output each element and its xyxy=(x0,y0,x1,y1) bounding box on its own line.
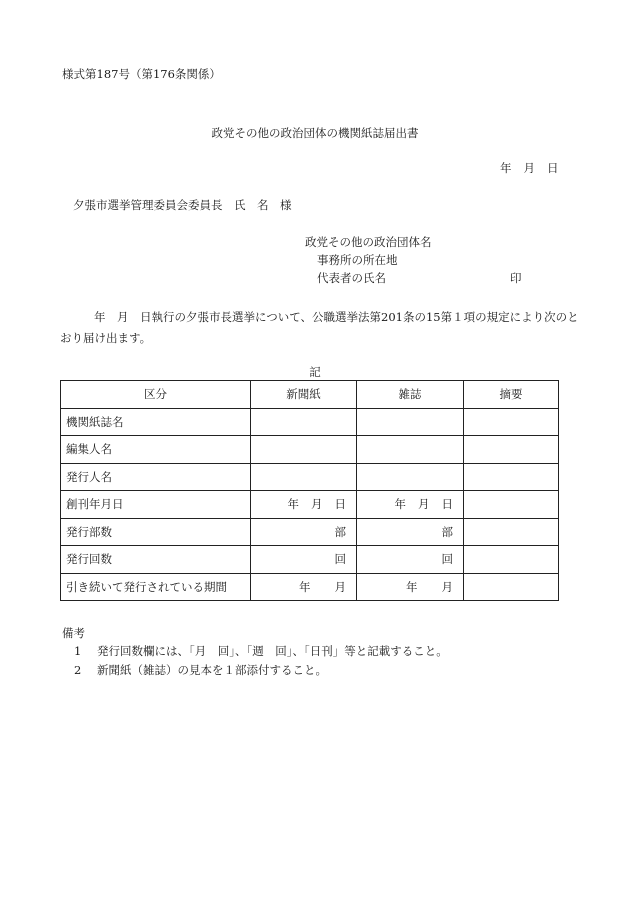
row-label: 引き続いて発行されている期間 xyxy=(61,573,251,601)
magazine-cell: 年 月 日 xyxy=(357,491,464,519)
table-row xyxy=(61,408,559,436)
summary-cell xyxy=(464,408,559,436)
summary-cell xyxy=(464,491,559,519)
newspaper-cell: 年 月 日 xyxy=(251,491,357,519)
addressee: 夕張市選挙管理委員会委員長 氏 名 様 xyxy=(73,198,292,212)
ki-heading: 記 xyxy=(309,365,321,379)
magazine-cell xyxy=(357,463,464,491)
table-row xyxy=(61,436,559,464)
summary-cell xyxy=(464,463,559,491)
table-row xyxy=(61,491,559,519)
header-category: 区分 xyxy=(61,381,251,409)
summary-cell xyxy=(464,573,559,601)
row-label: 発行人名 xyxy=(61,463,251,491)
note-number: 2 xyxy=(74,663,82,677)
summary-cell xyxy=(464,436,559,464)
table-row xyxy=(61,573,559,601)
row-label: 発行回数 xyxy=(61,546,251,574)
note-text: 発行回数欄には、「月 回」、「週 回」、「日刊」等と記載すること。 xyxy=(97,644,448,658)
form-number: 様式第187号（第176条関係） xyxy=(62,67,221,81)
magazine-cell: 部 xyxy=(357,518,464,546)
sender-office-address: 事務所の所在地 xyxy=(317,253,398,267)
magazine-cell: 年 月 xyxy=(357,573,464,601)
note-number: 1 xyxy=(74,644,82,658)
row-label: 創刊年月日 xyxy=(61,491,251,519)
sender-org-name: 政党その他の政治団体名 xyxy=(305,235,432,249)
date-line xyxy=(500,161,559,175)
remarks-note xyxy=(74,644,448,658)
remarks-heading: 備考 xyxy=(62,626,85,640)
note-text: 新聞紙（雑誌）の見本を１部添付すること。 xyxy=(97,663,327,677)
table-header-row xyxy=(61,381,559,409)
date-year: 年 xyxy=(500,161,512,175)
sender-representative: 代表者の氏名 xyxy=(317,271,386,285)
newspaper-cell xyxy=(251,408,357,436)
seal-mark: 印 xyxy=(510,271,522,285)
row-label: 機関紙誌名 xyxy=(61,408,251,436)
newspaper-cell: 年 月 xyxy=(251,573,357,601)
header-magazine: 雑誌 xyxy=(357,381,464,409)
newspaper-cell: 回 xyxy=(251,546,357,574)
row-label: 編集人名 xyxy=(61,436,251,464)
header-newspaper: 新聞紙 xyxy=(251,381,357,409)
newspaper-cell xyxy=(251,436,357,464)
newspaper-cell: 部 xyxy=(251,518,357,546)
magazine-cell: 回 xyxy=(357,546,464,574)
magazine-cell xyxy=(357,408,464,436)
remarks-note xyxy=(74,663,327,677)
row-label: 発行部数 xyxy=(61,518,251,546)
newspaper-cell xyxy=(251,463,357,491)
document-title: 政党その他の政治団体の機関紙誌届出書 xyxy=(211,126,419,140)
magazine-cell xyxy=(357,436,464,464)
table-row xyxy=(61,463,559,491)
body-text: 年 月 日執行の夕張市長選挙について、公職選挙法第201条の15第１項の規定により次のとおり届け出ます。 xyxy=(60,310,579,345)
summary-cell xyxy=(464,546,559,574)
summary-cell xyxy=(464,518,559,546)
header-summary: 摘要 xyxy=(464,381,559,409)
table-row xyxy=(61,546,559,574)
table-row xyxy=(61,518,559,546)
date-day: 日 xyxy=(547,161,559,175)
details-table xyxy=(60,380,559,601)
date-month: 月 xyxy=(523,161,535,175)
